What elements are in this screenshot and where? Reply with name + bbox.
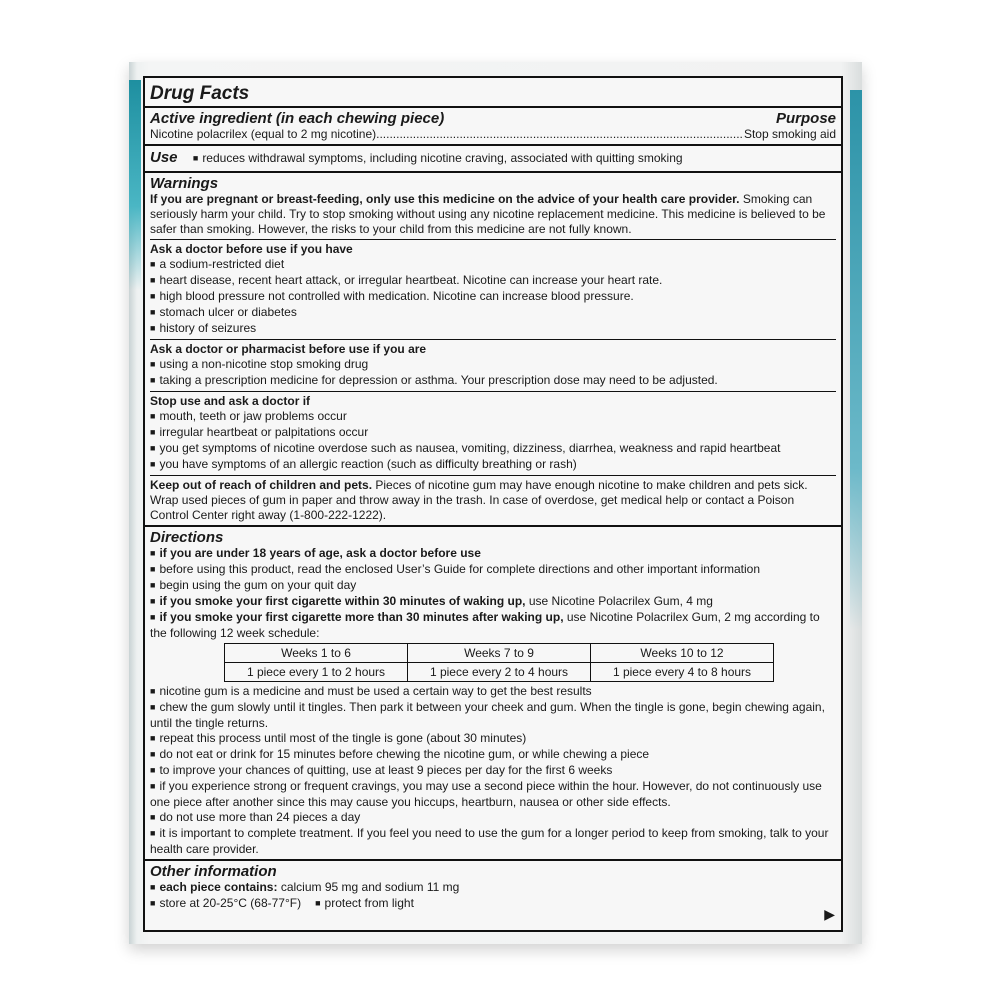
list-item: ■ if you are under 18 years of age, ask a doctor before use — [150, 546, 836, 562]
other-information-section — [150, 861, 836, 914]
list-item: ■ taking a prescription medicine for depression or asthma. Your prescription dose may need to be adjusted. — [150, 373, 836, 389]
list-item: ■ do not eat or drink for 15 minutes before chewing the nicotine gum, or while chewing a piece — [150, 747, 836, 763]
list-item: ■ nicotine gum is a medicine and must be used a certain way to get the best results — [150, 684, 836, 700]
use-text: ■ reduces withdrawal symptoms, including nicotine craving, associated with quitting smoking — [193, 151, 683, 165]
table-header-cell: Weeks 7 to 9 — [408, 644, 591, 663]
list-item: ■ a sodium-restricted diet — [150, 257, 836, 273]
warnings-section — [150, 173, 836, 525]
list-item: ■ using a non-nicotine stop smoking drug — [150, 357, 836, 373]
list-item: ■ do not use more than 24 pieces a day — [150, 810, 836, 826]
list-item: ■ store at 20-25°C (68-77°F)■ protect from light — [150, 896, 836, 912]
list-item: ■ you get symptoms of nicotine overdose such as nausea, vomiting, dizziness, diarrhea, weakness and rapid heartbeat — [150, 441, 836, 457]
other-information-heading: Other information — [150, 863, 277, 880]
active-ingredient-heading: Active ingredient (in each chewing piece) — [150, 110, 445, 127]
drug-facts-panel — [143, 76, 843, 932]
list-item: ■ high blood pressure not controlled with medication. Nicotine can increase blood pressure. — [150, 289, 836, 305]
list-item: ■ if you smoke your first cigarette within 30 minutes of waking up, use Nicotine Polacrilex Gum, 4 mg — [150, 594, 836, 610]
table-header-cell: Weeks 1 to 6 — [225, 644, 408, 663]
list-item: ■ history of seizures — [150, 321, 836, 337]
list-item: ■ stomach ulcer or diabetes — [150, 305, 836, 321]
purpose-heading: Purpose — [775, 110, 836, 127]
list-item: ■ before using this product, read the enclosed User’s Guide for complete directions and other important information — [150, 562, 836, 578]
table-row — [225, 644, 774, 663]
list-item: ■ if you experience strong or frequent cravings, you may use a second piece within the hour. However, do not continuously use one piece after another since this may cause you hiccups, heartburn, nausea or other side effects. — [150, 779, 836, 810]
list-item: ■ if you smoke your first cigarette more than 30 minutes after waking up, use Nicotine Polacrilex Gum, 2 mg according to the following 12 week schedule: — [150, 610, 836, 641]
stop-use-heading: Stop use and ask a doctor if — [150, 394, 311, 408]
ask-doctor-heading: Ask a doctor before use if you have — [150, 242, 353, 256]
dosing-schedule-table — [224, 643, 774, 682]
list-item: ■ repeat this process until most of the tingle is gone (about 30 minutes) — [150, 731, 836, 747]
list-item: ■ irregular heartbeat or palpitations occur — [150, 425, 836, 441]
package-edge-right — [850, 90, 862, 630]
list-item: ■ you have symptoms of an allergic reaction (such as difficulty breathing or rash) — [150, 457, 836, 473]
package-edge-left — [129, 80, 141, 290]
directions-section — [150, 527, 836, 859]
list-item: ■ mouth, teeth or jaw problems occur — [150, 409, 836, 425]
keep-out-warning: Keep out of reach of children and pets. Pieces of nicotine gum may have enough nicotine to make children and pets sick. Wrap used pieces of gum in paper and throw away in the trash. In case of overdose, get medical help or contact a Poison Control Center right away (1-800-222-1222). — [150, 478, 808, 522]
use-heading: Use — [150, 149, 178, 166]
purpose-text: Stop smoking aid — [743, 127, 836, 141]
triangle-right-icon: ▶ — [824, 906, 835, 922]
directions-heading: Directions — [150, 529, 224, 546]
list-item: ■ to improve your chances of quitting, use at least 9 pieces per day for the first 6 weeks — [150, 763, 836, 779]
use-section — [150, 146, 836, 171]
table-header-cell: Weeks 10 to 12 — [591, 644, 774, 663]
active-ingredient-section — [150, 108, 836, 144]
ask-pharmacist-heading: Ask a doctor or pharmacist before use if you are — [150, 342, 427, 356]
drug-facts-title: Drug Facts — [150, 83, 250, 104]
list-item: ■ begin using the gum on your quit day — [150, 578, 836, 594]
table-cell: 1 piece every 1 to 2 hours — [225, 663, 408, 682]
pregnancy-warning: If you are pregnant or breast-feeding, only use this medicine on the advice of your health care provider. Smoking can seriously harm your child. Try to stop smoking without using any nicotine replacement medicine. This medicine is believed to be safer than smoking. However, the risks to your child from this medicine are not fully known. — [150, 192, 826, 236]
list-item: ■ chew the gum slowly until it tingles. Then park it between your cheek and gum. When the tingle is gone, begin chewing again, until the tingle returns. — [150, 700, 836, 731]
table-row — [225, 663, 774, 682]
list-item: ■ heart disease, recent heart attack, or irregular heartbeat. Nicotine can increase your heart rate. — [150, 273, 836, 289]
list-item: ■ it is important to complete treatment. If you feel you need to use the gum for a longer period to keep from smoking, talk to your health care provider. — [150, 826, 836, 857]
table-cell: 1 piece every 4 to 8 hours — [591, 663, 774, 682]
warnings-heading: Warnings — [150, 175, 219, 192]
list-item: ■ each piece contains: calcium 95 mg and sodium 11 mg — [150, 880, 836, 896]
table-cell: 1 piece every 2 to 4 hours — [408, 663, 591, 682]
ingredient-text: Nicotine polacrilex (equal to 2 mg nicotine) — [150, 127, 377, 141]
